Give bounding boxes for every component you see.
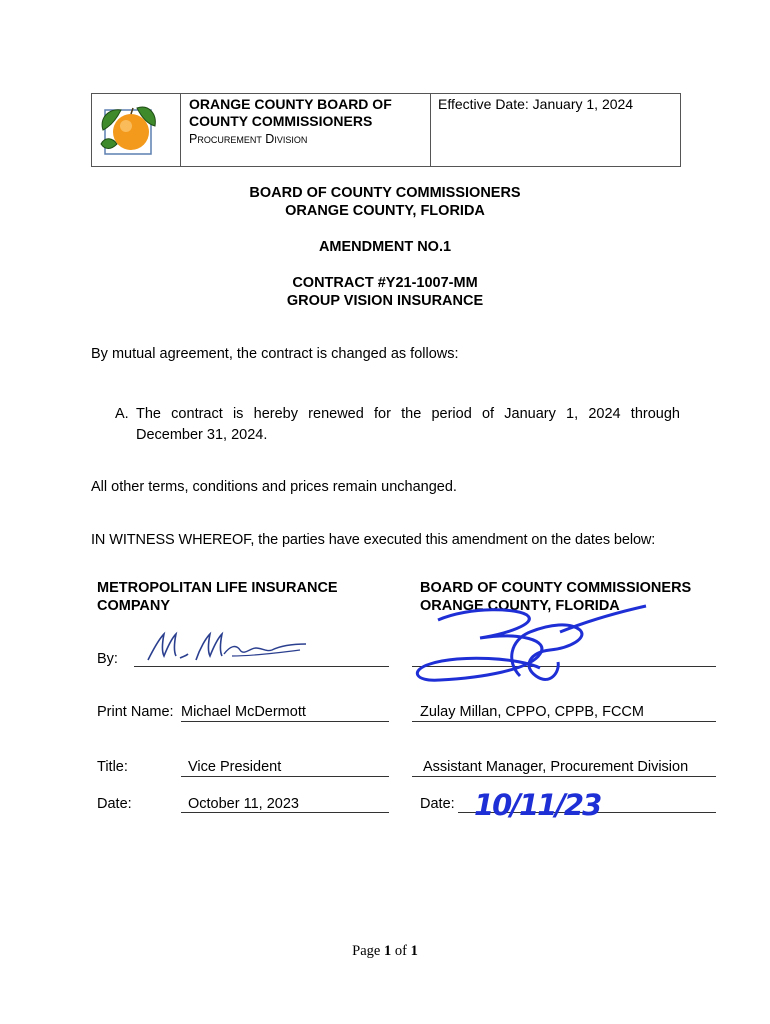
right-title-line [412, 776, 716, 777]
right-title: Assistant Manager, Procurement Division [423, 759, 689, 775]
header-divider [430, 94, 431, 166]
contract-name: GROUP VISION INSURANCE [286, 293, 484, 309]
left-print-name: Michael McDermott [181, 704, 306, 720]
effective-date: Effective Date: January 1, 2024 [438, 96, 634, 112]
left-print-name-line [181, 721, 389, 722]
left-signature [140, 626, 310, 666]
left-date-line [181, 812, 389, 813]
left-signature-line [134, 666, 389, 667]
left-date: October 11, 2023 [188, 796, 299, 812]
item-text-line2: December 31, 2024. [136, 427, 268, 443]
right-date-handwritten: 10/11/23 [474, 788, 601, 822]
org-name-line1: ORANGE COUNTY BOARD OF [189, 96, 392, 112]
left-party-line1: METROPOLITAN LIFE INSURANCE [97, 580, 338, 596]
right-party-line1: BOARD OF COUNTY COMMISSIONERS [420, 580, 692, 596]
date-label: Date: [97, 796, 132, 812]
page-total: 1 [410, 943, 418, 959]
page-prefix: Page [352, 943, 384, 959]
item-text-line1: The contract is hereby renewed for the period of January 1, 2024 through [136, 406, 680, 422]
unchanged-text: All other terms, conditions and prices remain unchanged. [91, 479, 457, 495]
print-name-label: Print Name: [97, 704, 174, 720]
left-title: Vice President [188, 759, 282, 775]
orange-county-logo [97, 100, 161, 160]
left-party-line2: COMPANY [97, 598, 171, 614]
title-block [0, 184, 770, 220]
page-of: of [391, 943, 411, 959]
title-label: Title: [97, 759, 128, 775]
left-party [97, 579, 338, 615]
division-name: Procurement Division [189, 132, 308, 146]
right-signature [410, 592, 660, 692]
contract-number: CONTRACT #Y21-1007-MM [292, 275, 478, 291]
right-print-name-line [412, 721, 716, 722]
header-divider [180, 94, 181, 166]
by-label: By: [97, 651, 118, 667]
title-line1: BOARD OF COUNTY COMMISSIONERS [249, 185, 521, 201]
right-party-line2: ORANGE COUNTY, FLORIDA [420, 598, 620, 614]
right-print-name: Zulay Millan, CPPO, CPPB, FCCM [420, 704, 644, 720]
title-line2: ORANGE COUNTY, FLORIDA [285, 203, 485, 219]
right-date-label: Date: [420, 796, 455, 812]
page-current: 1 [383, 943, 392, 959]
contract-block [0, 274, 770, 310]
item-marker: A. [115, 406, 129, 422]
left-title-line [181, 776, 389, 777]
amendment-number: AMENDMENT NO.1 [318, 239, 452, 255]
org-name [189, 96, 392, 130]
org-name-line2: COUNTY COMMISSIONERS [189, 113, 373, 129]
page-number [0, 943, 770, 960]
witness-text: IN WITNESS WHEREOF, the parties have executed this amendment on the dates below: [91, 532, 656, 548]
intro-text: By mutual agreement, the contract is changed as follows: [91, 346, 459, 362]
